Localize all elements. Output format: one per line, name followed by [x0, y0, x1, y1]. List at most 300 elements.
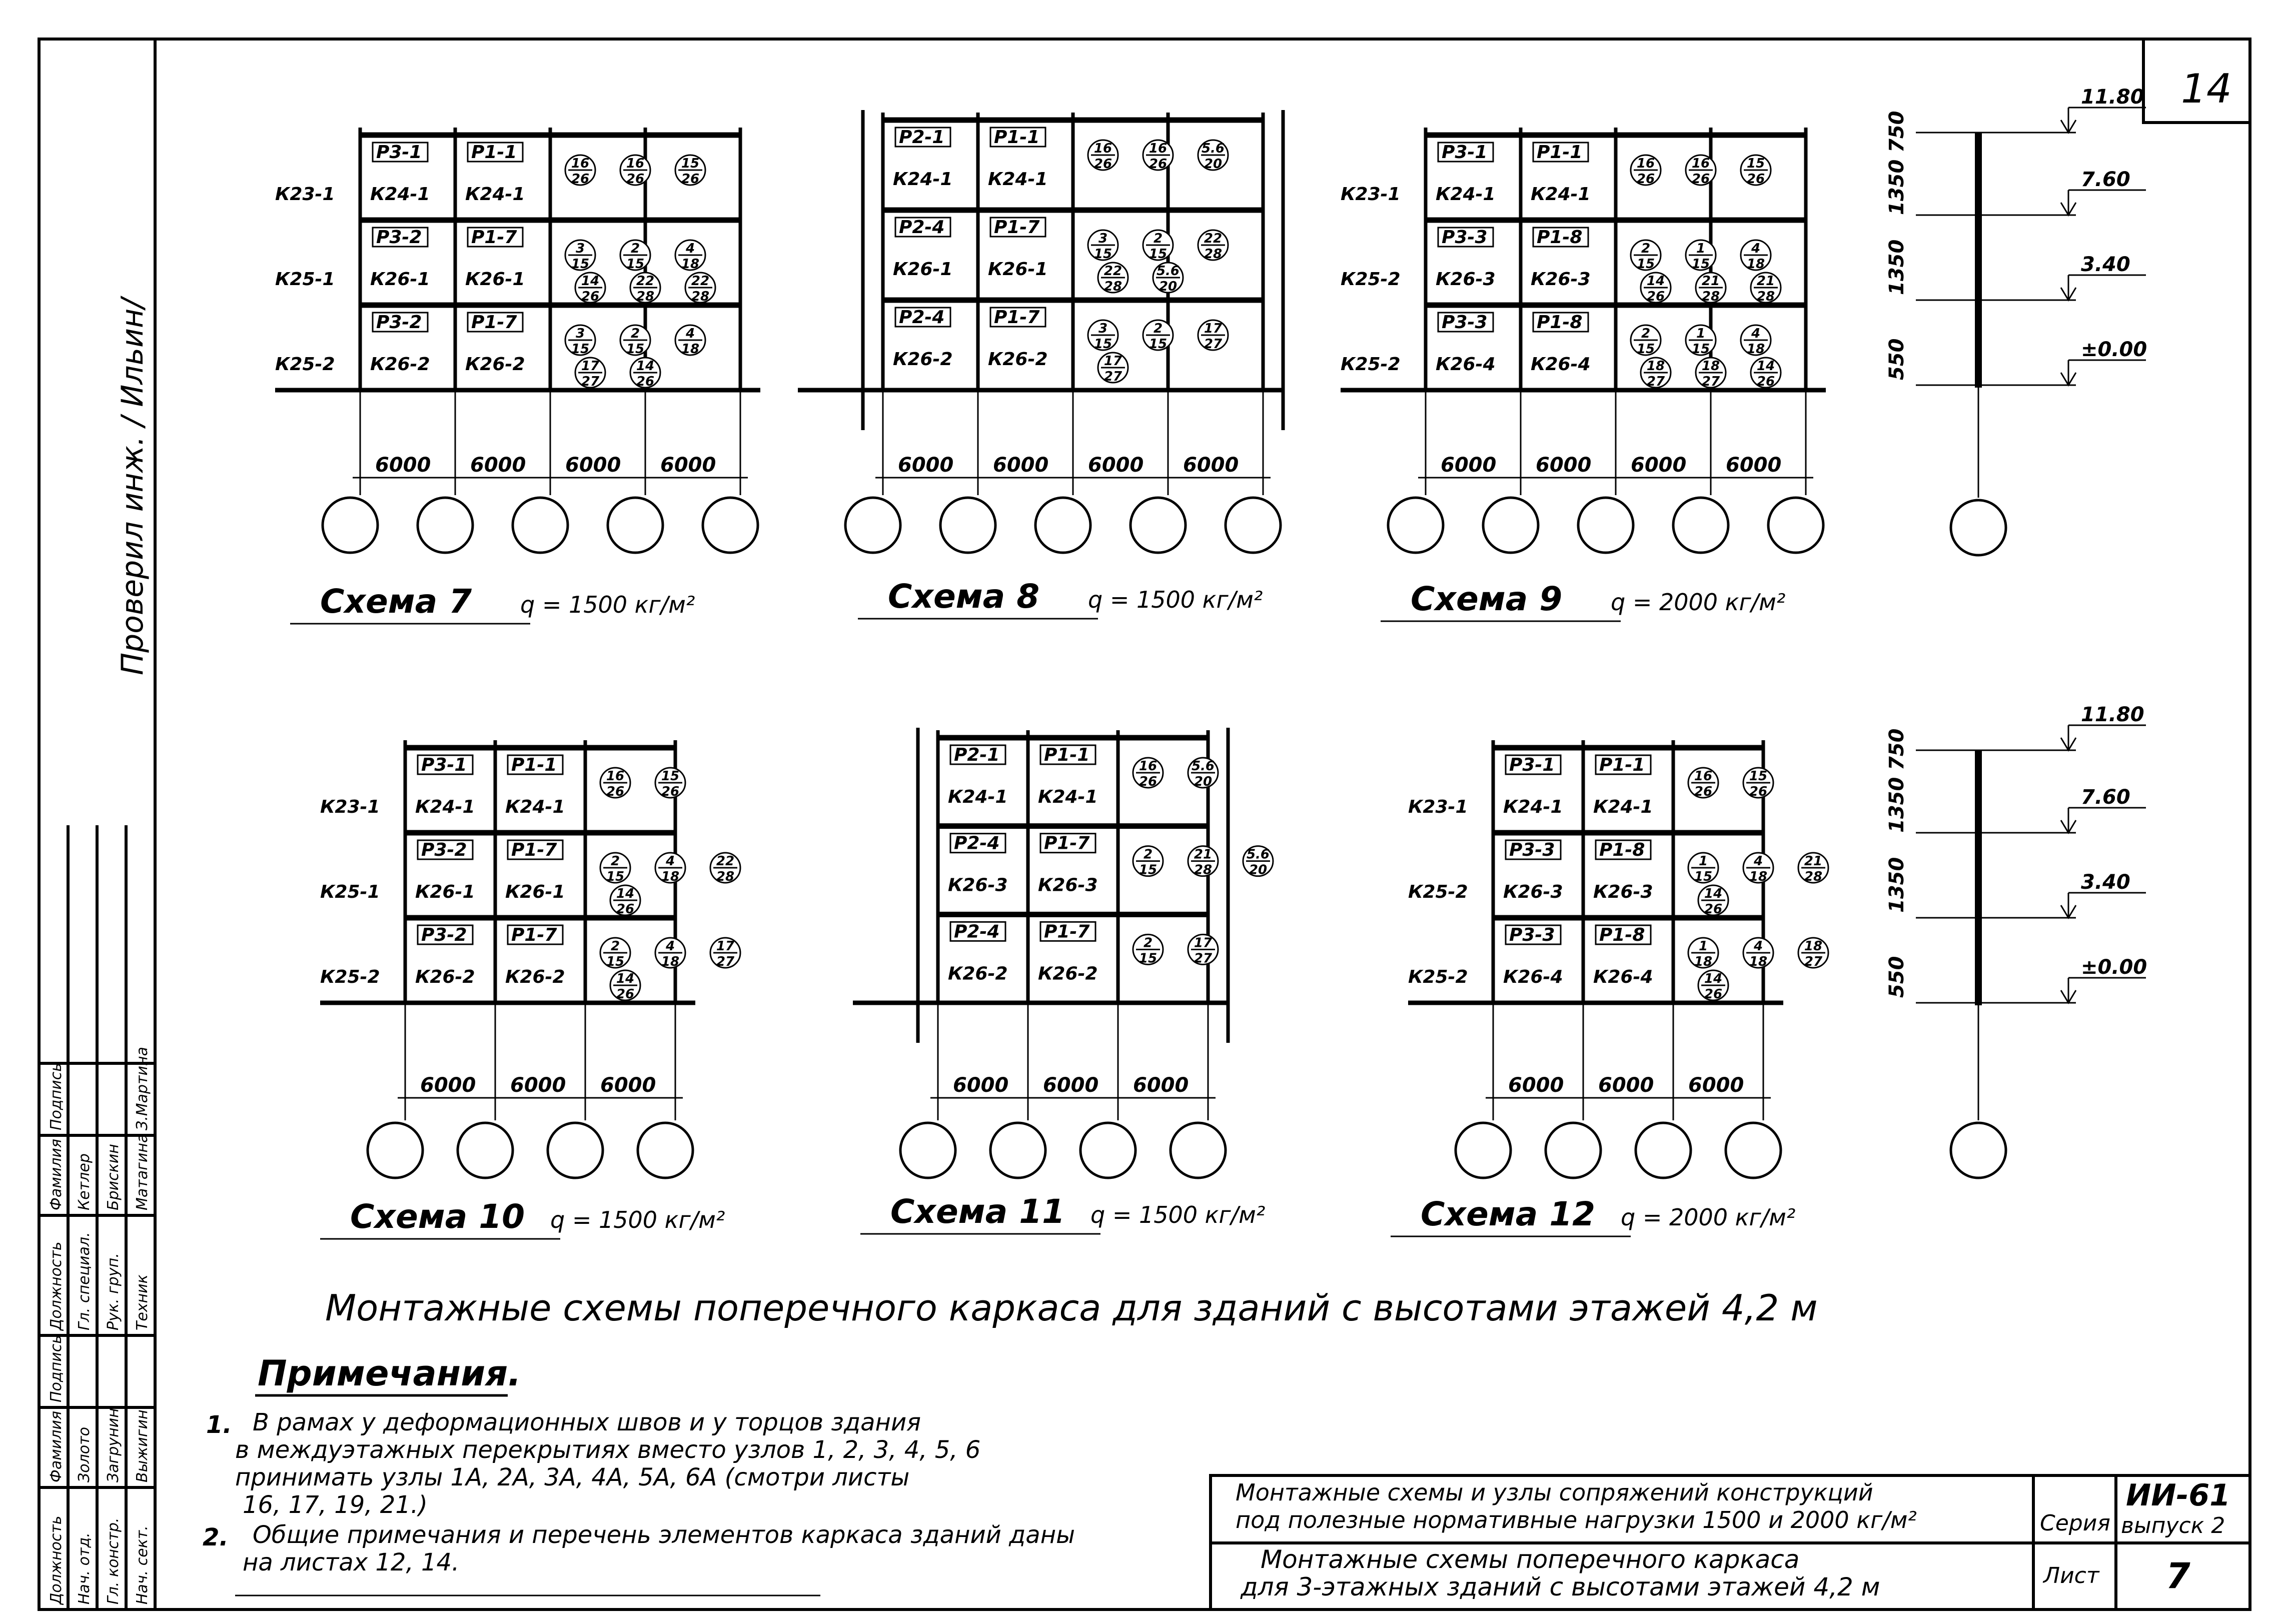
node-reference	[1688, 768, 1718, 799]
svg-text:2: 2	[630, 326, 640, 341]
beam-label: Р1-8	[1599, 840, 1645, 860]
column-label: К26-3	[948, 875, 1008, 896]
svg-text:3: 3	[1098, 231, 1108, 246]
beam-label: Р2-4	[899, 217, 945, 238]
node-reference	[1688, 853, 1718, 884]
node-reference	[565, 155, 595, 187]
svg-text:26: 26	[661, 784, 680, 799]
column-axis-marker	[1951, 500, 2006, 555]
beam-label: Р1-7	[994, 217, 1040, 238]
svg-text:15: 15	[571, 257, 590, 272]
node-reference	[1698, 970, 1728, 1002]
svg-text:15: 15	[1149, 337, 1168, 352]
svg-text:2: 2	[1143, 847, 1153, 862]
scheme-6	[1391, 740, 1828, 1236]
column-label: К24-1	[415, 797, 475, 817]
svg-text:15: 15	[1139, 862, 1158, 878]
svg-text:2: 2	[610, 854, 620, 869]
svg-text:21: 21	[1756, 274, 1775, 289]
svg-text:26: 26	[616, 987, 635, 1002]
svg-text:14: 14	[616, 971, 635, 986]
node-reference	[1631, 155, 1661, 187]
scheme-load: q = 1500 кг/м²	[550, 1206, 725, 1233]
svg-text:15: 15	[1694, 869, 1713, 884]
column-label: К24-1	[1436, 184, 1496, 205]
column-label: К26-2	[893, 349, 953, 370]
svg-text:16: 16	[1691, 156, 1710, 171]
axis-marker	[1080, 1123, 1135, 1178]
stamp-cell: Техник	[134, 1274, 151, 1330]
svg-text:15: 15	[626, 257, 645, 272]
edge-column-label: К23-1	[1341, 184, 1401, 205]
node-reference	[1741, 325, 1771, 357]
node-reference	[1153, 263, 1183, 294]
svg-text:15: 15	[571, 342, 590, 357]
svg-text:27: 27	[581, 374, 600, 389]
title-line-3: Монтажные схемы поперечного каркаса	[1261, 1545, 1800, 1574]
node-reference	[600, 938, 630, 969]
axis-marker	[1546, 1123, 1601, 1178]
node-reference	[1243, 846, 1273, 878]
svg-text:14: 14	[1704, 971, 1723, 986]
column-label: К26-2	[948, 963, 1008, 984]
axis-marker	[1388, 498, 1443, 553]
svg-text:5.6: 5.6	[1156, 264, 1180, 279]
height-dimension: 550	[1885, 338, 1908, 380]
svg-text:28: 28	[1804, 869, 1823, 884]
scheme-title: Схема 7	[320, 582, 472, 621]
svg-text:18: 18	[1749, 954, 1768, 969]
node-reference	[1198, 320, 1228, 352]
stamp-cell: Кетлер	[76, 1153, 93, 1210]
svg-text:16: 16	[626, 156, 645, 171]
svg-text:2: 2	[1153, 231, 1163, 246]
axis-marker	[1456, 1123, 1511, 1178]
svg-text:16: 16	[606, 769, 625, 784]
column-label: К26-2	[465, 354, 525, 375]
axis-marker	[418, 498, 473, 553]
sheet-value: 7	[2166, 1555, 2190, 1596]
svg-text:15: 15	[1749, 769, 1768, 784]
svg-text:1: 1	[1698, 939, 1708, 954]
node-reference	[1641, 358, 1671, 389]
svg-text:17: 17	[1194, 935, 1213, 951]
svg-text:18: 18	[681, 257, 700, 272]
svg-text:28: 28	[1194, 862, 1213, 878]
scheme-4	[320, 740, 740, 1239]
beam-label: Р3-3	[1509, 840, 1555, 860]
title-line-4: для 3-этажных зданий с высотами этажей 4,2 м	[1241, 1572, 1880, 1601]
node-reference	[575, 358, 605, 389]
svg-text:26: 26	[681, 172, 700, 187]
svg-text:26: 26	[1636, 172, 1655, 187]
edge-column-label: К25-1	[275, 269, 335, 290]
beam-label: Р1-1	[994, 127, 1040, 148]
height-dimension: 750	[1885, 728, 1908, 770]
node-reference	[1133, 758, 1163, 789]
column-label: К26-2	[1038, 963, 1098, 984]
span-dimension: 6000	[1183, 454, 1239, 477]
node-reference	[630, 273, 660, 304]
svg-text:26: 26	[626, 172, 645, 187]
svg-text:28: 28	[636, 289, 655, 304]
column-label: К24-1	[988, 169, 1048, 190]
svg-text:4: 4	[665, 854, 675, 869]
stamp-header: Фамилия	[48, 1138, 65, 1210]
axis-marker	[1171, 1123, 1226, 1178]
span-dimension: 6000	[470, 454, 526, 477]
svg-text:27: 27	[716, 954, 735, 969]
stamp-header: Подпись	[48, 1063, 65, 1130]
svg-text:2: 2	[1641, 241, 1651, 256]
node-reference	[1188, 846, 1218, 878]
beam-label: Р3-2	[376, 227, 422, 248]
node-reference	[1698, 885, 1728, 917]
notes-heading: Примечания.	[258, 1353, 521, 1394]
svg-text:26: 26	[1139, 774, 1158, 789]
side-stamp-table	[39, 825, 155, 1609]
beam-label: Р1-8	[1599, 925, 1645, 945]
node-reference	[1088, 230, 1118, 262]
svg-text:2: 2	[1143, 935, 1153, 951]
beam-label: Р1-8	[1537, 227, 1583, 248]
svg-text:26: 26	[1704, 902, 1723, 917]
axis-marker	[638, 1123, 693, 1178]
note-2-num: 2.	[203, 1523, 229, 1551]
beam-label: Р1-1	[1537, 142, 1583, 163]
edge-column-label: К25-2	[1341, 269, 1401, 290]
schemes-group	[275, 110, 1828, 1239]
beam-label: Р1-1	[471, 142, 517, 163]
axis-marker	[458, 1123, 513, 1178]
svg-text:26: 26	[1704, 987, 1723, 1002]
node-reference	[1188, 934, 1218, 966]
stamp-header: Должность	[48, 1515, 65, 1604]
svg-text:26: 26	[1149, 157, 1168, 172]
svg-text:18: 18	[681, 342, 700, 357]
svg-text:22: 22	[636, 274, 655, 289]
beam-label: Р2-4	[954, 921, 1000, 942]
edge-column-label: К23-1	[320, 797, 380, 817]
svg-text:1: 1	[1698, 854, 1708, 869]
edge-column-label: К25-1	[320, 882, 380, 902]
svg-text:4: 4	[665, 939, 675, 954]
axis-marker	[608, 498, 663, 553]
node-reference	[1631, 240, 1661, 272]
title-block	[1211, 1475, 2250, 1609]
stamp-cell: Гл. констр.	[105, 1517, 122, 1604]
beam-label: Р1-8	[1537, 312, 1583, 333]
node-reference	[710, 853, 740, 884]
node-reference	[1631, 325, 1661, 357]
svg-text:2: 2	[1153, 321, 1163, 336]
column-axis-marker	[1951, 1123, 2006, 1178]
svg-text:26: 26	[1093, 157, 1112, 172]
svg-text:15: 15	[1149, 247, 1168, 262]
column-label: К26-2	[415, 967, 475, 987]
span-dimension: 6000	[660, 454, 716, 477]
node-reference	[1743, 768, 1773, 799]
svg-text:14: 14	[1646, 274, 1665, 289]
beam-label: Р2-4	[954, 833, 1000, 854]
node-reference	[600, 853, 630, 884]
svg-text:2: 2	[630, 241, 640, 256]
column-label: К26-1	[988, 259, 1048, 280]
svg-text:18: 18	[1804, 939, 1823, 954]
axis-marker	[1768, 498, 1823, 553]
span-dimension: 6000	[1441, 454, 1497, 477]
stamp-cell: З.Мартина	[134, 1046, 151, 1130]
scheme-load: q = 1500 кг/м²	[1090, 1201, 1266, 1228]
span-dimension: 6000	[898, 454, 954, 477]
svg-text:22: 22	[716, 854, 735, 869]
axis-marker	[1483, 498, 1538, 553]
svg-text:26: 26	[1691, 172, 1710, 187]
svg-text:14: 14	[1704, 886, 1723, 901]
svg-text:4: 4	[1753, 939, 1763, 954]
svg-text:16: 16	[1149, 141, 1168, 156]
beam-label: Р2-1	[954, 745, 1000, 765]
column-label: К24-1	[1531, 184, 1591, 205]
svg-text:21: 21	[1804, 854, 1823, 869]
edge-column-label: К23-1	[275, 184, 335, 205]
node-reference	[655, 938, 685, 969]
svg-text:17: 17	[716, 939, 735, 954]
svg-text:18: 18	[1701, 359, 1720, 374]
svg-text:1: 1	[1696, 241, 1706, 256]
stamp-cell: Загрунин	[105, 1408, 122, 1482]
column-label: К26-1	[370, 269, 430, 290]
column-label: К26-1	[415, 882, 475, 902]
svg-text:15: 15	[1636, 342, 1655, 357]
node-reference	[1798, 938, 1828, 969]
column-label: К26-1	[465, 269, 525, 290]
svg-text:16: 16	[571, 156, 590, 171]
svg-text:17: 17	[1204, 321, 1223, 336]
svg-text:18: 18	[661, 954, 680, 969]
node-reference	[630, 358, 660, 389]
column-elevations	[1885, 86, 2147, 1178]
svg-text:26: 26	[581, 289, 600, 304]
beam-label: Р1-7	[994, 307, 1040, 328]
height-dimension: 1350	[1885, 239, 1908, 295]
node-reference	[1641, 273, 1671, 304]
beam-label: Р3-3	[1442, 227, 1488, 248]
scheme-5	[853, 728, 1273, 1234]
svg-text:20: 20	[1204, 157, 1223, 172]
beam-label: Р3-2	[421, 840, 467, 860]
column-label: К26-4	[1531, 354, 1591, 375]
sheet-label: Лист	[2043, 1563, 2099, 1588]
svg-text:4: 4	[685, 241, 695, 256]
scheme-load: q = 1500 кг/м²	[1088, 586, 1263, 613]
title-line-1: Монтажные схемы и узлы сопряжений конструкций	[1236, 1479, 1873, 1506]
edge-column-label: К25-2	[1408, 967, 1468, 987]
height-dimension: 1350	[1885, 777, 1908, 833]
svg-text:3: 3	[575, 326, 585, 341]
axis-marker	[900, 1123, 955, 1178]
span-dimension: 6000	[375, 454, 431, 477]
beam-label: Р2-1	[899, 127, 945, 148]
stamp-header: Подпись	[48, 1335, 65, 1402]
notes-block	[203, 1353, 1075, 1595]
span-dimension: 6000	[1088, 454, 1144, 477]
span-dimension: 6000	[1043, 1074, 1099, 1097]
node-reference	[610, 970, 640, 1002]
node-reference	[1798, 853, 1828, 884]
svg-text:18: 18	[661, 869, 680, 884]
column-label: К26-3	[1436, 269, 1496, 290]
axis-marker	[845, 498, 900, 553]
scheme-3	[1341, 128, 1826, 621]
svg-text:14: 14	[581, 274, 600, 289]
span-dimension: 6000	[1598, 1074, 1654, 1097]
svg-text:15: 15	[1139, 951, 1158, 966]
node-reference	[1696, 358, 1726, 389]
span-dimension: 6000	[993, 454, 1049, 477]
svg-text:4: 4	[685, 326, 695, 341]
level-value: 3.40	[2081, 253, 2130, 276]
main-caption: Монтажные схемы поперечного каркаса для зданий с высотами этажей 4,2 м	[325, 1287, 1818, 1329]
svg-text:27: 27	[1646, 374, 1665, 389]
svg-text:28: 28	[1701, 289, 1720, 304]
scheme-title: Схема 10	[350, 1197, 525, 1236]
node-reference	[575, 273, 605, 304]
svg-text:2: 2	[610, 939, 620, 954]
note-2-line-2: на листах 12, 14.	[243, 1548, 460, 1576]
node-reference	[1688, 938, 1718, 969]
svg-text:4: 4	[1753, 854, 1763, 869]
node-reference	[710, 938, 740, 969]
beam-label: Р3-3	[1442, 312, 1488, 333]
svg-text:14: 14	[636, 359, 655, 374]
node-reference	[600, 768, 630, 799]
beam-label: Р1-7	[511, 925, 557, 945]
beam-label: Р1-7	[471, 227, 517, 248]
column-elevation-1	[1885, 86, 2147, 555]
column-label: К24-1	[948, 787, 1008, 807]
column-label: К24-1	[465, 184, 525, 205]
height-dimension: 750	[1885, 111, 1908, 153]
axis-marker	[990, 1123, 1045, 1178]
beam-label: Р1-7	[1044, 921, 1090, 942]
scheme-title: Схема 12	[1421, 1195, 1596, 1233]
column-label: К26-1	[505, 882, 565, 902]
note-1-num: 1.	[206, 1411, 232, 1439]
svg-text:26: 26	[636, 374, 655, 389]
stamp-cell: Нач. отд.	[76, 1532, 93, 1604]
node-reference	[1743, 938, 1773, 969]
scheme-2	[798, 110, 1283, 619]
svg-text:5.6: 5.6	[1246, 847, 1270, 862]
svg-text:18: 18	[1746, 257, 1765, 272]
column-label: К24-1	[505, 797, 565, 817]
note-1-line-1: В рамах у деформационных швов и у торцов здания	[253, 1408, 921, 1436]
svg-text:20: 20	[1249, 862, 1268, 878]
span-dimension: 6000	[510, 1074, 566, 1097]
node-reference	[655, 768, 685, 799]
scheme-load: q = 2000 кг/м²	[1611, 589, 1786, 616]
beam-label: Р3-1	[376, 142, 422, 163]
node-reference	[1098, 353, 1128, 384]
span-dimension: 6000	[1631, 454, 1687, 477]
span-dimension: 6000	[565, 454, 621, 477]
column-label: К26-4	[1593, 967, 1653, 987]
svg-text:14: 14	[1756, 359, 1775, 374]
stamp-cell: Брискин	[105, 1144, 122, 1210]
node-reference	[1188, 758, 1218, 789]
svg-text:14: 14	[616, 886, 635, 901]
svg-text:21: 21	[1194, 847, 1213, 862]
beam-label: Р3-1	[1442, 142, 1488, 163]
svg-text:26: 26	[1694, 784, 1713, 799]
axis-marker	[1636, 1123, 1691, 1178]
svg-text:22: 22	[1204, 231, 1223, 246]
note-1-line-4: 16, 17, 19, 21.)	[243, 1491, 428, 1519]
svg-text:27: 27	[1204, 337, 1223, 352]
span-dimension: 6000	[1133, 1074, 1189, 1097]
axis-marker	[1130, 498, 1186, 553]
svg-text:18: 18	[1749, 869, 1768, 884]
node-reference	[610, 885, 640, 917]
node-reference	[1743, 853, 1773, 884]
span-dimension: 6000	[953, 1074, 1009, 1097]
column-label: К24-1	[1593, 797, 1653, 817]
beam-label: Р2-4	[899, 307, 945, 328]
node-reference	[1741, 240, 1771, 272]
level-value: 11.80	[2081, 703, 2144, 726]
axis-marker	[1035, 498, 1090, 553]
svg-text:2: 2	[1641, 326, 1651, 341]
svg-text:28: 28	[1756, 289, 1775, 304]
axis-marker	[940, 498, 995, 553]
edge-column-label: К25-2	[275, 354, 335, 375]
height-dimension: 1350	[1885, 159, 1908, 215]
svg-text:26: 26	[1756, 374, 1775, 389]
svg-text:27: 27	[1701, 374, 1720, 389]
scheme-load: q = 1500 кг/м²	[520, 591, 695, 618]
node-reference	[1696, 273, 1726, 304]
height-dimension: 1350	[1885, 857, 1908, 913]
node-reference	[565, 240, 595, 272]
svg-text:15: 15	[1691, 257, 1710, 272]
column-label: К26-2	[505, 967, 565, 987]
node-reference	[1741, 155, 1771, 187]
sheet-number: 14	[2181, 66, 2232, 112]
beam-label: Р1-1	[1044, 745, 1090, 765]
beam-label: Р1-7	[1044, 833, 1090, 854]
level-value: 7.60	[2081, 786, 2130, 809]
scheme-title: Схема 11	[890, 1192, 1065, 1231]
svg-text:18: 18	[1646, 359, 1665, 374]
sheet-number-box	[2143, 39, 2250, 123]
svg-text:27: 27	[1194, 951, 1213, 966]
span-dimension: 6000	[1508, 1074, 1564, 1097]
svg-text:28: 28	[716, 869, 735, 884]
stamp-cell: Матагина	[134, 1133, 151, 1210]
svg-text:15: 15	[681, 156, 700, 171]
column-label: К24-1	[893, 169, 953, 190]
stamp-cell: Рук. груп.	[105, 1253, 122, 1330]
svg-text:1: 1	[1696, 326, 1706, 341]
inspection-note: Проверил инж. / Ильин/	[115, 298, 150, 675]
svg-text:4: 4	[1751, 326, 1761, 341]
svg-text:28: 28	[691, 289, 710, 304]
svg-text:15: 15	[1093, 247, 1112, 262]
stamp-cell: Гл. специал.	[76, 1232, 93, 1330]
svg-text:3: 3	[1098, 321, 1108, 336]
column-label: К26-3	[1503, 882, 1563, 902]
